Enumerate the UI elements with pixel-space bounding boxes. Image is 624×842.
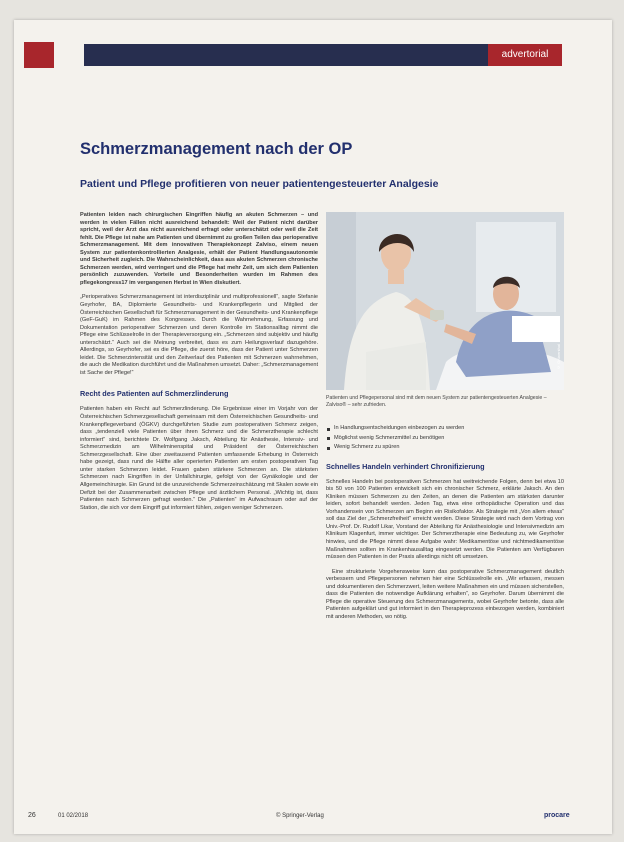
publisher-label: © Springer-Verlag: [276, 813, 324, 819]
subheading-patient-rights: Recht des Patienten auf Schmerzlinderung: [80, 389, 229, 399]
brand-label: procare: [544, 812, 570, 819]
bullet-list: [326, 425, 564, 452]
nurse-patient-illustration: [326, 212, 564, 390]
magazine-page: [14, 20, 612, 834]
photo-credit: © Grünenthal: [556, 344, 561, 370]
article-photo: [326, 212, 564, 390]
photo-caption: Patienten und Pflegepersonal sind mit dem neuen System zur patientengesteuerten Analgesie – Zalviso® – sehr zufrieden.: [326, 395, 547, 408]
issue-label: 01 02/2018: [58, 813, 89, 819]
article-subtitle: Patient und Pflege profitieren von neuer patientengesteuerter Analgesie: [80, 178, 439, 190]
body-paragraph-1: „Perioperatives Schmerzmanagement ist interdisziplinär und multiprofessionell“, sagte Stefanie Geyrhofer, BA, Diplomierte Gesundheits- und Krankenpflegerin und Mitglied der Österreichischen Gesellschaft für Schmerzmanagement in der Gesundheits- und Krankenpflege (GeF-GuK) im Rahmen des Kongresses. Durch die Wahrnehmung, Erfassung und Dokumentation perioperativer Schmerzen und deren Kontrolle im Stationsalltag nimmt die Pflege eine Schlüsselrolle in der Therapieversorgung ein. „Schmerzen sind subjektiv und häufig unterschätzt.“ Auch sei die Meinung verbreitet, dass es zum Heilungsverlauf dazugehöre. Allerdings, so Geyrhofer, sei es die Pflege, die zuerst höre, dass der Patient unter Schmerzen leidet. Die Schmerzintensität und den Zeitverlauf des Patienten mit Schmerzen wahrnehmen, die auch die Medikation durchführt und die Maßnahmen umsetzt. Daher: „Schmerzmanagement ist Sache der Pflege!“: [80, 294, 318, 376]
page-footer: [14, 812, 612, 826]
red-marker: [24, 42, 54, 68]
advertorial-label: advertorial: [488, 44, 562, 66]
list-item: Möglichst wenig Schmerzmittel zu benötigen: [326, 435, 564, 443]
subheading-chronification: Schnelles Handeln verhindert Chronifizierung: [326, 461, 485, 471]
list-item: In Handlungsentscheidungen einbezogen zu werden: [326, 425, 564, 433]
right-column: [326, 425, 564, 628]
body-paragraph-3: Schnelles Handeln bei postoperativen Schmerzen hat weitreichende Folgen, denn bei etwa 10 bis 50 von 100 Patienten entwickelt sich ein chronischer Schmerz, erklärte Jaksch. An den Kliniken müssen Schmerzen zu den Zeiten, an denen die Patienten am stärksten darunter leiden, sofort behandelt werden. Jeden Tag, etwa eine orthopädische Operation und das Vorhandensein von Schmerzen am Beginn ein Risikofaktor. Als Strategie mit „Von allem etwas“ soll das Ziel der „Schmerzfreiheit“ erreicht werden. Diese Strategie wird nach dem Vortrag von Univ.-Prof. Dr. Rudolf Likar, Vorstand der Abteilung für Anästhesiologie und Intensivmedizin am Klinikum Klagenfurt, immer wichtiger. Der Schmerztherapie eine Bedeutung zu, wie Geyrhofer hinwies, und die Pflege nimmt diese Aufgabe wahr: Medikamentöse und nichtmedikamentöse Maßnahmen sollten im Krankenhausalltag eingesetzt werden. Die Patienten am Verfügbaren müssen den Patienten in der Praxis allerdings nicht oft umsetzen.: [326, 478, 564, 561]
intro-paragraph: Patienten leiden nach chirurgischen Eingriffen häufig an akuten Schmerzen – und werden in vielen Fällen nicht ausreichend behandelt: Weil der Patient nicht darüber spricht, weil der Arzt das nicht ausreichend erfragt oder unterschätzt oder weil die Zeit fehlt. Die Pflege ist nahe am Patienten und übernimmt zu großen Teilen das perioperative Schmerzmanagement. Mit dem innovativen Therapiekonzept Zalviso, einem neuen System zur patientenkontrollierten Analgesie, erhält der Patient Handlungsautonomie und Sicherheit zugleich. Die Wahrscheinlichkeit, dass aus akuten Schmerzen chronische Schmerzen werden, wird verringert und die Pflege hat mehr Zeit, um sich dem Patienten persönlich zuzuwenden. Vorteile und Besonderheiten wurden im Rahmen des pflegekongress17 im vergangenen Herbst in Wien diskutiert.: [80, 212, 318, 286]
page-number: 26: [28, 812, 36, 819]
list-item: Wenig Schmerz zu spüren: [326, 444, 564, 452]
article-title: Schmerzmanagement nach der OP: [80, 140, 353, 158]
body-paragraph-2: Patienten haben ein Recht auf Schmerzlinderung. Die Ergebnisse einer im Vorjahr von der Österreichischen Schmerzgesellschaft gemeinsam mit dem Österreichischen Gesundheits- und Krankenpflegeverband (ÖGKV) durchgeführten Studie zum postoperativen Schmerz zeigen, dass „tendenziell viele Patienten über ihren Schmerz und die Schmerztherapie schlecht informiert“ sind, berichtete Dr. Wolfgang Jaksch, Abteilung für Anästhesie, Intensiv- und Schmerzmedizin am Wilhelminenspital und Präsident der Österreichischen Schmerzgesellschaft. Eine über zweitausend Patienten umfassende Erhebung in Österreich habe gezeigt, dass rund die Hälfte aller operierten Patienten am ersten postoperativen Tag unter starken Schmerzen leidet. Frauen gaben stärkere Schmerzen an. Die stärksten Schmerzen nach Eingriffen in der Unfallchirurgie, gefolgt von der Gynäkologie und der Allgemeinchirurgie. Ein Grund ist die unzureichende Schmerzeinschätzung mit Skalen sowie ein Defizit bei der Zusammenarbeit zwischen Pflege und ärztlichem Personal. „Wichtig ist, dass Patienten nach Schmerzen gefragt werden.“ Die „Patienten“ im Aufwachraum oder auf der Station, die sich vor dem Eingriff gut informiert fühlen, zeigen weniger Schmerzen.: [80, 406, 318, 511]
left-column: [80, 212, 318, 519]
body-paragraph-4: Eine strukturierte Vorgehensweise kann das postoperative Schmerzmanagement deutlich verbessern und Pflegepersonen nehmen hier eine Schlüsselrolle ein. „Wir erfassen, messen und dokumentieren den Schmerzwert, leiten weitere Maßnahmen ein und müssen sicherstellen, dass die Patienten die notwendige Aufklärung erhalten“, so Geyrhofer. Darum übernimmt die Pflege die operative Steuerung des Schmerzmanagements, wobei Geyrhofer betonte, dass alle Patienten aufgeklärt und gut informiert in den Therapieprozess einbezogen werden, kombiniert mit anderen Methoden, wo nötig.: [326, 568, 564, 620]
